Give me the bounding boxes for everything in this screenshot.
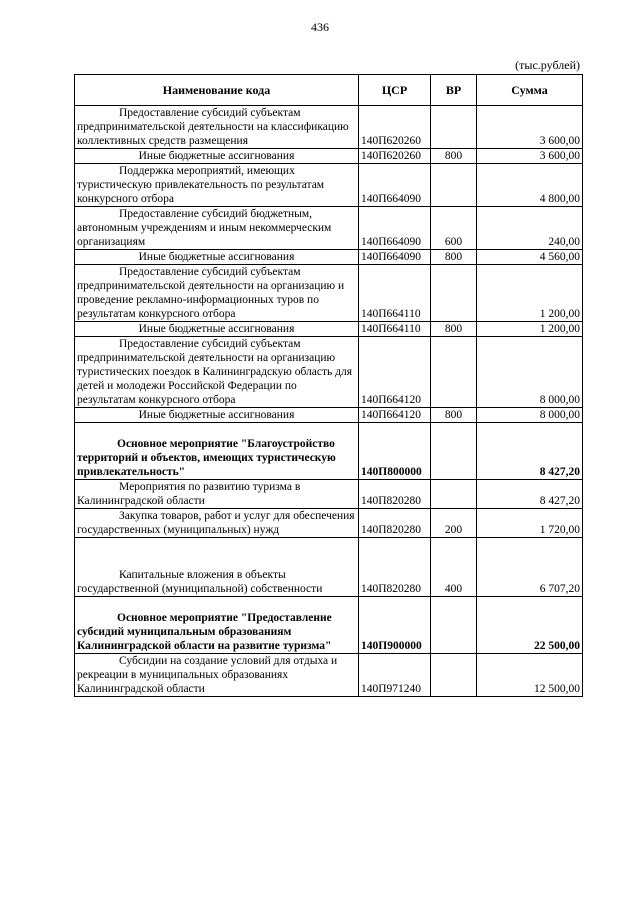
- row-sum: 4 560,00: [477, 250, 583, 265]
- table-row-main-activity: [75, 423, 583, 480]
- row-sum: 1 720,00: [477, 509, 583, 538]
- row-vr: 600: [431, 207, 477, 250]
- row-vr: [431, 164, 477, 207]
- table-row: [75, 654, 583, 697]
- row-vr: 800: [431, 250, 477, 265]
- row-name: Мероприятия по развитию туризма в Калининградской области: [75, 480, 359, 509]
- row-vr: 400: [431, 538, 477, 597]
- table-row: [75, 408, 583, 423]
- header-sum: Сумма: [477, 75, 583, 106]
- row-sum: 1 200,00: [477, 322, 583, 337]
- row-vr: [431, 480, 477, 509]
- row-sum: 12 500,00: [477, 654, 583, 697]
- table-row: [75, 538, 583, 597]
- row-name: Иные бюджетные ассигнования: [75, 408, 359, 423]
- row-name: Предоставление субсидий бюджетным, автономным учреждениям и иным некоммерческим организациям: [75, 207, 359, 250]
- header-vr: ВР: [431, 75, 477, 106]
- table-row: [75, 149, 583, 164]
- table-row: [75, 480, 583, 509]
- units-label: (тыс.рублей): [515, 58, 580, 72]
- row-csr: 140П664090: [359, 207, 431, 250]
- page-number: 436: [311, 20, 329, 34]
- row-vr: 800: [431, 408, 477, 423]
- row-name: Предоставление субсидий субъектам предпринимательской деятельности на классификацию коллективных средств размещения: [75, 106, 359, 149]
- table-row: [75, 250, 583, 265]
- row-sum: 8 000,00: [477, 337, 583, 408]
- row-vr: 200: [431, 509, 477, 538]
- row-name: Основное мероприятие "Предоставление субсидий муниципальным образованиям Калининградской области на развитие туризма": [75, 597, 359, 654]
- row-csr: 140П800000: [359, 423, 431, 480]
- row-csr: 140П664120: [359, 337, 431, 408]
- row-csr: 140П820280: [359, 538, 431, 597]
- table-row: [75, 164, 583, 207]
- table-row: [75, 207, 583, 250]
- row-vr: [431, 423, 477, 480]
- row-vr: 800: [431, 149, 477, 164]
- row-name: Иные бюджетные ассигнования: [75, 149, 359, 164]
- row-vr: [431, 654, 477, 697]
- header-csr: ЦСР: [359, 75, 431, 106]
- row-csr: 140П664090: [359, 250, 431, 265]
- row-vr: [431, 265, 477, 322]
- row-name: Поддержка мероприятий, имеющих туристическую привлекательность по результатам конкурсного отбора: [75, 164, 359, 207]
- row-sum: 6 707,20: [477, 538, 583, 597]
- row-csr: 140П620260: [359, 149, 431, 164]
- row-sum: 8 427,20: [477, 480, 583, 509]
- row-csr: 140П664110: [359, 265, 431, 322]
- row-csr: 140П620260: [359, 106, 431, 149]
- row-csr: 140П664120: [359, 408, 431, 423]
- row-name: Иные бюджетные ассигнования: [75, 322, 359, 337]
- row-sum: 8 427,20: [477, 423, 583, 480]
- header-name: Наименование кода: [75, 75, 359, 106]
- row-csr: 140П971240: [359, 654, 431, 697]
- table-row: [75, 106, 583, 149]
- row-name: Предоставление субсидий субъектам предпринимательской деятельности на организацию и проведение рекламно-информационных туров по результатам конкурсного отбора: [75, 265, 359, 322]
- row-name: Капитальные вложения в объекты государственной (муниципальной) собственности: [75, 538, 359, 597]
- row-vr: [431, 337, 477, 408]
- row-name: Основное мероприятие "Благоустройство территорий и объектов, имеющих туристическую привлекательность": [75, 423, 359, 480]
- row-vr: 800: [431, 322, 477, 337]
- row-name: Субсидии на создание условий для отдыха и рекреации в муниципальных образованиях Калининградской области: [75, 654, 359, 697]
- row-sum: 4 800,00: [477, 164, 583, 207]
- row-csr: 140П820280: [359, 480, 431, 509]
- row-sum: 1 200,00: [477, 265, 583, 322]
- table-row: [75, 509, 583, 538]
- row-vr: [431, 597, 477, 654]
- table-row-main-activity: [75, 597, 583, 654]
- table-row: [75, 322, 583, 337]
- table-row: [75, 265, 583, 322]
- row-csr: 140П664090: [359, 164, 431, 207]
- row-sum: 3 600,00: [477, 149, 583, 164]
- row-name: Иные бюджетные ассигнования: [75, 250, 359, 265]
- row-sum: 22 500,00: [477, 597, 583, 654]
- row-csr: 140П664110: [359, 322, 431, 337]
- row-csr: 140П820280: [359, 509, 431, 538]
- row-name: Закупка товаров, работ и услуг для обеспечения государственных (муниципальных) нужд: [75, 509, 359, 538]
- row-sum: 3 600,00: [477, 106, 583, 149]
- row-csr: 140П900000: [359, 597, 431, 654]
- row-sum: 8 000,00: [477, 408, 583, 423]
- row-name: Предоставление субсидий субъектам предпринимательской деятельности на организацию туристических поездок в Калининградскую область для детей и молодежи Российской Федерации по результатам конкурсного отбора: [75, 337, 359, 408]
- budget-table: [74, 74, 583, 697]
- row-sum: 240,00: [477, 207, 583, 250]
- table-row: [75, 337, 583, 408]
- table-header-row: [75, 75, 583, 106]
- row-vr: [431, 106, 477, 149]
